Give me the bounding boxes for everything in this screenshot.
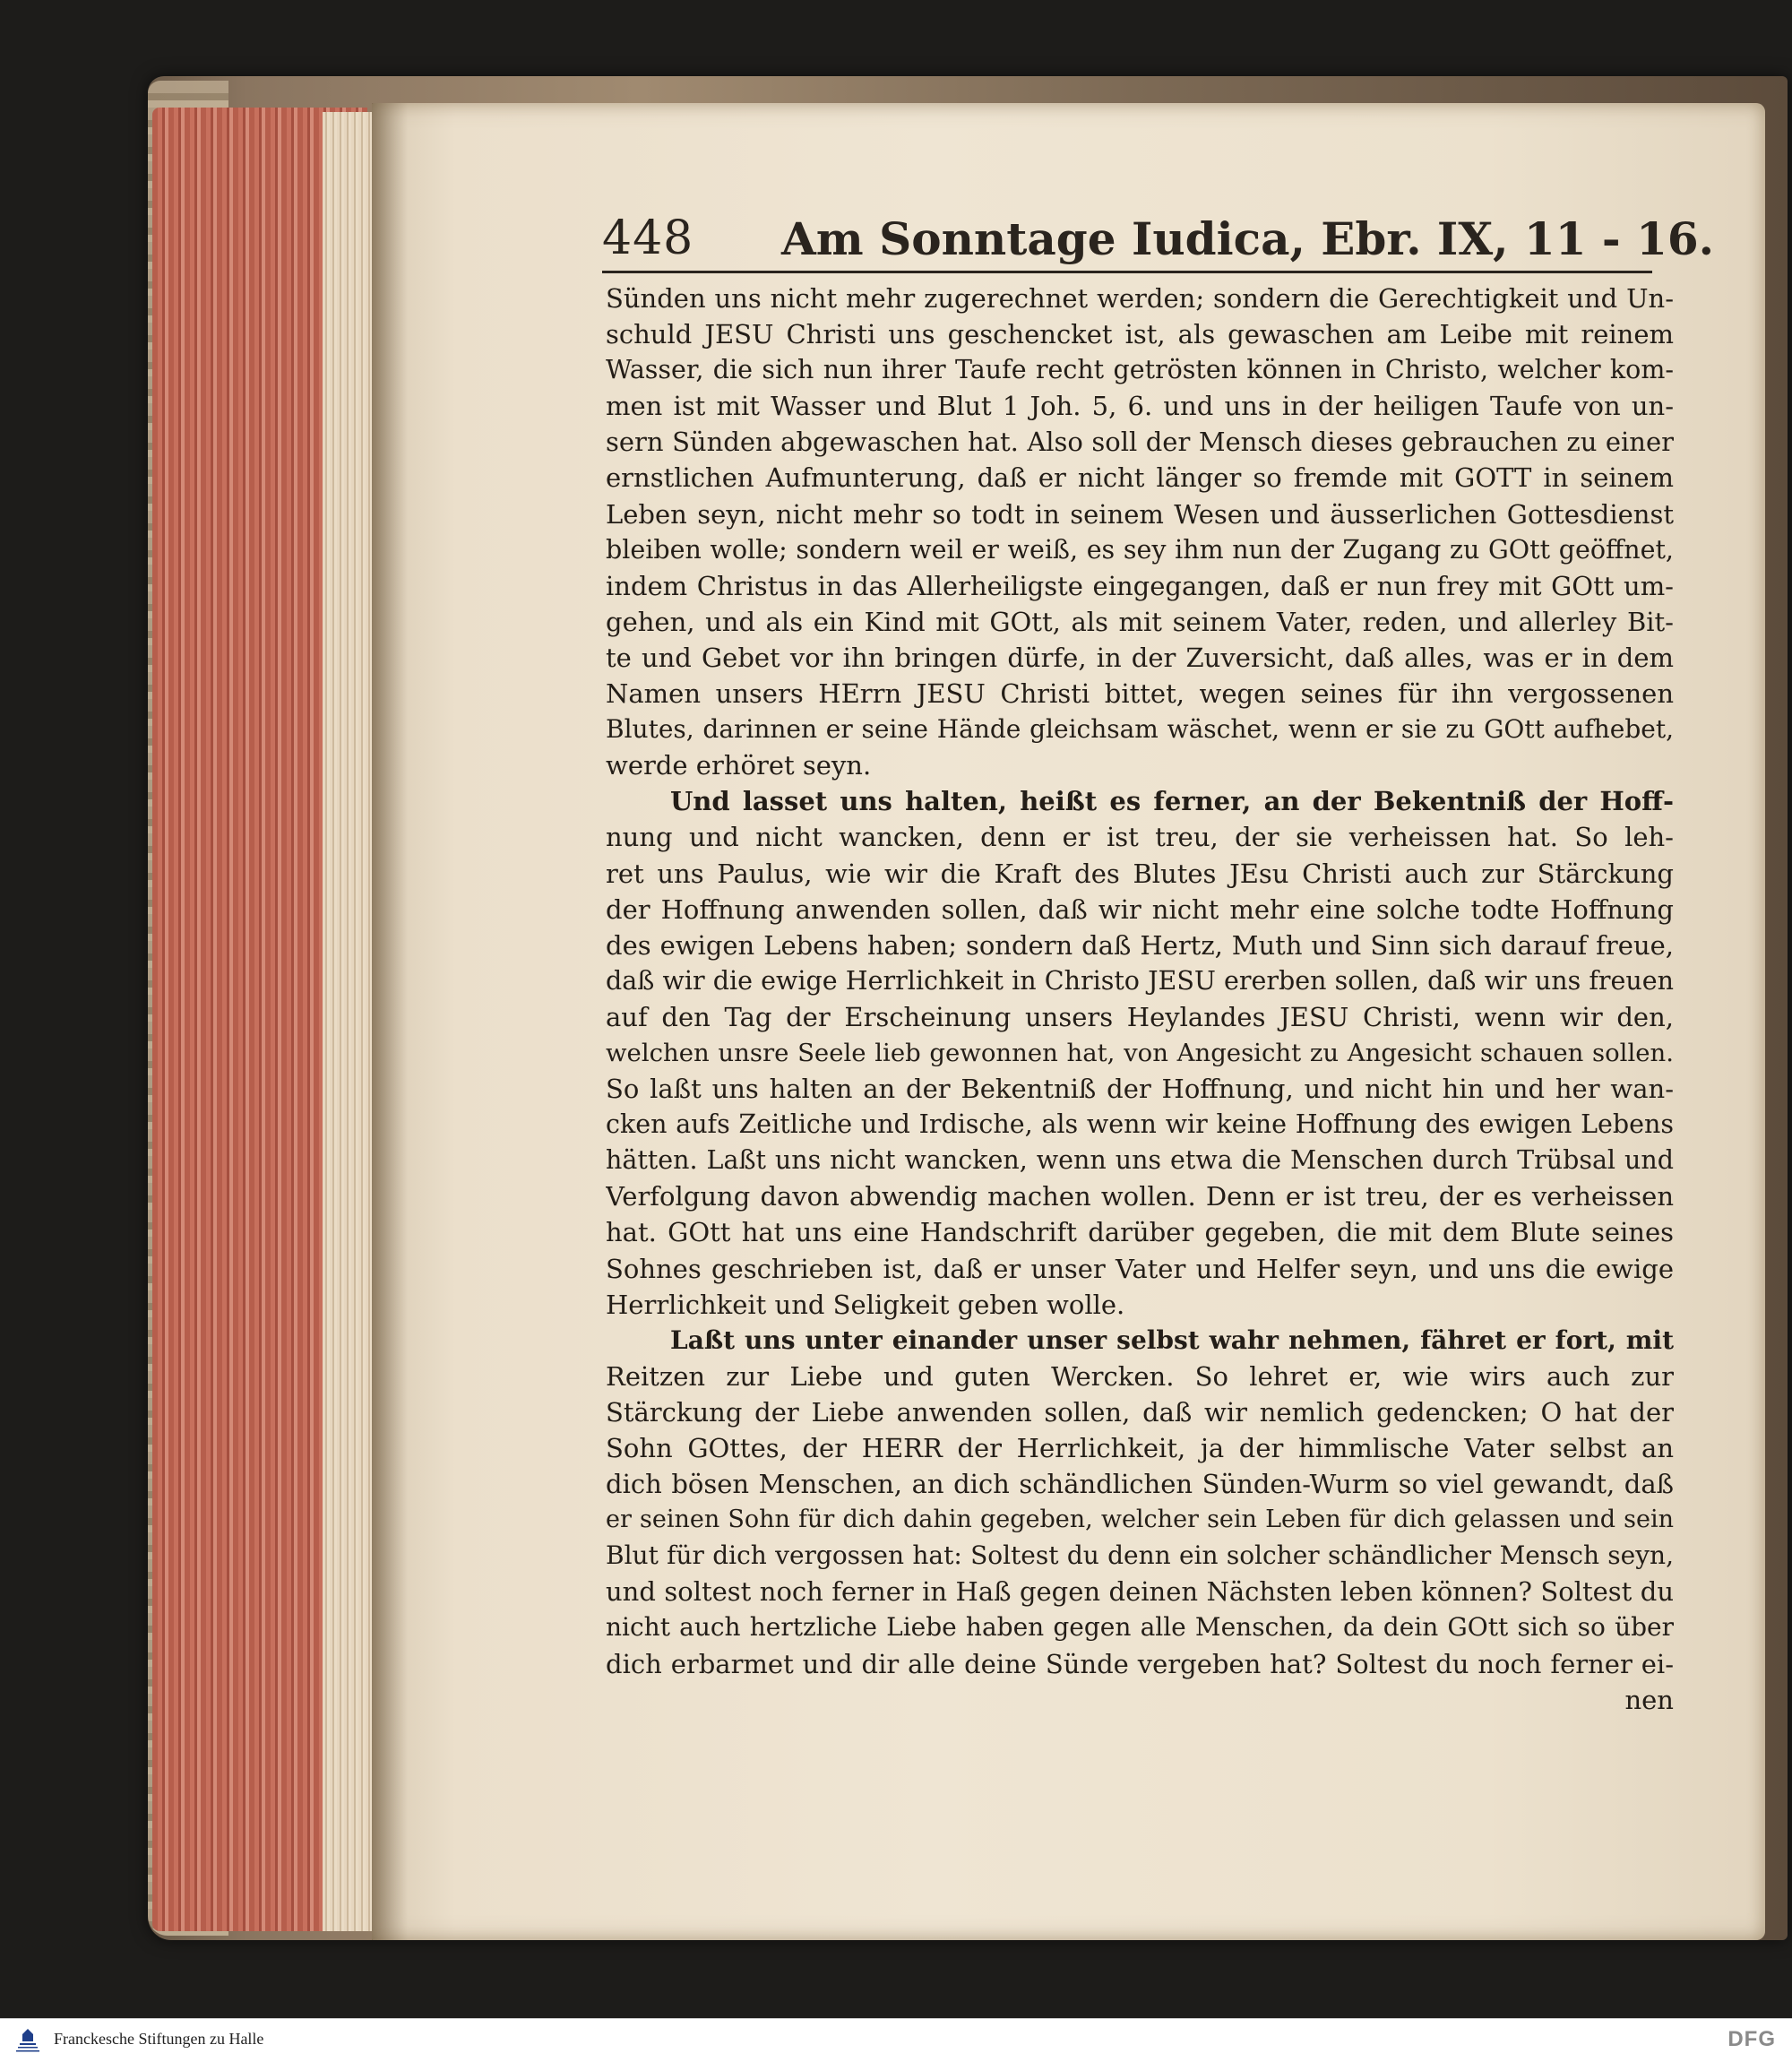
page-edges [323, 112, 376, 1931]
text-line: Namen unsers HErrn JESU Christi bittet, wegen seines für ihn vergossenen [606, 678, 1674, 710]
text-line: ret uns Paulus, wie wir die Kraft des Blutes JEsu Christi auch zur Stärckung [606, 858, 1674, 889]
text-line: Blut für dich vergossen hat: Soltest du denn ein solcher schändlicher Mensch seyn, [606, 1540, 1674, 1571]
text-line: des ewigen Lebens haben; sondern daß Hertz, Muth und Sinn sich darauf freue, [606, 929, 1674, 961]
text-line: Sohn GOttes, der HERR der Herrlichkeit, ja der himmlische Vater selbst an [606, 1433, 1674, 1463]
text-line: indem Christus in das Allerheiligste eingegangen, daß er nun frey mit GOtt um- [606, 570, 1674, 601]
running-header [602, 208, 1715, 273]
text-line: Sünden uns nicht mehr zugerechnet werden; sondern die Gerechtigkeit und Un- [606, 283, 1674, 314]
text-line: der Hoffnung anwenden sollen, daß wir nicht mehr eine solche todte Hoffnung [606, 893, 1674, 925]
body-text [606, 280, 1674, 1718]
text-line: auf den Tag der Erscheinung unsers Heylandes JESU Christi, wenn wir den, [606, 1001, 1674, 1032]
text-line: hätten. Laßt uns nicht wancken, wenn uns etwa die Menschen durch Trübsal und [606, 1145, 1674, 1176]
text-line: bleiben wolle; sondern weil er weiß, es sey ihm nun der Zugang zu GOtt geöffnet, [606, 534, 1674, 565]
text-line: Und lasset uns halten, heißt es ferner, an der Bekentniß der Hoff- [670, 786, 1674, 817]
text-line: welchen unsre Seele lieb gewonnen hat, von Angesicht zu Angesicht schauen sollen. [606, 1038, 1674, 1067]
text-line: Laßt uns unter einander unser selbst wahr nehmen, fähret er fort, mit [670, 1324, 1674, 1355]
page-number: 448 [602, 211, 694, 265]
text-line: schuld JESU Christi uns geschencket ist, als gewaschen am Leibe mit reinem [606, 319, 1674, 350]
viewer-footer [0, 2018, 1792, 2062]
text-line: nicht auch hertzliche Liebe haben gegen alle Menschen, da dein GOtt sich so über [606, 1612, 1674, 1643]
institution-logo-icon [13, 2026, 43, 2055]
text-line: dich bösen Menschen, an dich schändlichen Sünden-Wurm so viel gewandt, daß [606, 1469, 1674, 1500]
text-line: werde erhöret seyn. [606, 750, 872, 781]
text-line: dich erbarmet und dir alle deine Sünde vergeben hat? Soltest du noch ferner ei- [606, 1648, 1674, 1679]
text-line: daß wir die ewige Herrlichkeit in Christo JESU ererben sollen, daß wir uns freuen [606, 965, 1674, 996]
institution-name: Franckesche Stiftungen zu Halle [54, 2030, 264, 2048]
text-line: men ist mit Wasser und Blut 1 Joh. 5, 6. und uns in der heiligen Taufe von un- [606, 391, 1674, 422]
text-line: nung und nicht wancken, denn er ist treu, der sie verheissen hat. So leh- [606, 822, 1674, 853]
text-line: hat. GOtt hat uns eine Handschrift darüber gegeben, die mit dem Blute seines [606, 1217, 1674, 1248]
text-line: Reitzen zur Liebe und guten Wercken. So lehret er, wie wirs auch zur [606, 1360, 1674, 1392]
text-line: Blutes, darinnen er seine Hände gleichsam wäschet, wenn er sie zu GOtt aufhebet, [606, 714, 1674, 745]
text-line: te und Gebet vor ihn bringen dürfe, in der Zuversicht, daß alles, was er in dem [606, 642, 1674, 673]
text-line: So laßt uns halten an der Bekentniß der Hoffnung, und nicht hin und her wan- [606, 1074, 1674, 1105]
text-line: er seinen Sohn für dich dahin gegeben, welcher sein Leben für dich gelassen und sein [606, 1506, 1674, 1534]
text-line: cken aufs Zeitliche und Irdische, als wenn wir keine Hoffnung des ewigen Lebens [606, 1109, 1674, 1140]
text-line: gehen, und als ein Kind mit GOtt, als mit seinem Vater, reden, und allerley Bit- [606, 606, 1674, 637]
text-line: sern Sünden abgewaschen hat. Also soll der Mensch dieses gebrauchen zu einer [606, 427, 1674, 458]
text-line: nen [1624, 1684, 1674, 1715]
running-title: Am Sonntage Iudica, Ebr. IX, 11 - 16. [781, 212, 1715, 265]
text-line: Verfolgung davon abwendig machen wollen. Denn er ist treu, der es verheissen [606, 1181, 1674, 1212]
text-line: Sohnes geschrieben ist, daß er unser Vater und Helfer seyn, und uns die ewige [606, 1253, 1674, 1284]
text-line: Wasser, die sich nun ihrer Taufe recht getrösten können in Christo, welcher kom- [606, 355, 1674, 385]
text-line: Herrlichkeit und Seligkeit geben wolle. [606, 1289, 1125, 1320]
text-line: Stärckung der Liebe anwenden sollen, daß wir nemlich gedencken; O hat der [606, 1396, 1674, 1428]
dfg-logo: DFG [1727, 2027, 1776, 2051]
page-gutter-shadow [372, 103, 408, 1940]
text-line: Leben seyn, nicht mehr so todt in seinem Wesen und äusserlichen Gottesdienst [606, 498, 1674, 530]
text-line: ernstlichen Aufmunterung, daß er nicht länger so fremde mit GOTT in seinem [606, 462, 1674, 494]
text-line: und soltest noch ferner in Haß gegen deinen Nächsten leben können? Soltest du [606, 1576, 1674, 1608]
